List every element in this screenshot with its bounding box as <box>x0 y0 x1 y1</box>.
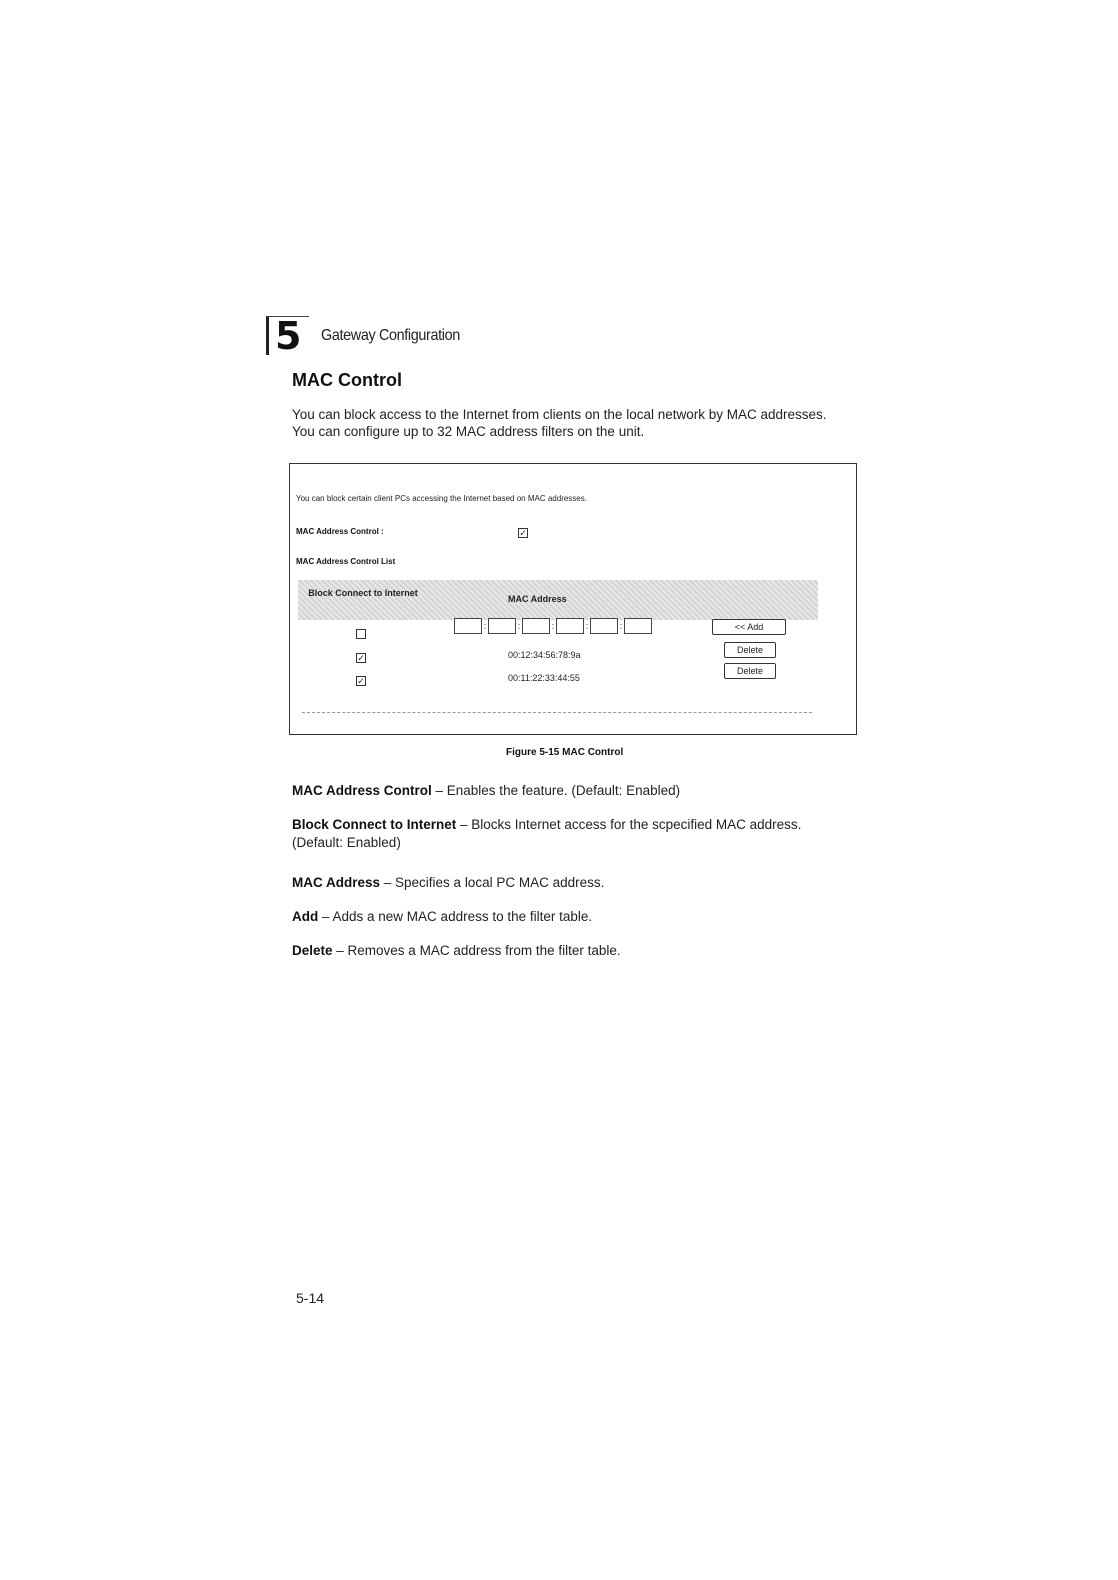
row-mac-address: 00:12:34:56:78:9a <box>508 650 581 660</box>
figure-divider <box>302 712 812 713</box>
definition-term: Add <box>292 909 319 924</box>
definition-term: MAC Address <box>292 875 381 890</box>
page-number: 5-14 <box>296 1290 325 1306</box>
column-header-mac: MAC Address <box>508 594 567 604</box>
definition-text: – Enables the feature. (Default: Enabled) <box>431 783 681 798</box>
row-block-checkbox[interactable]: ✓ <box>357 676 365 686</box>
definition-term: MAC Address Control <box>292 783 432 798</box>
definition-term: Block Connect to Internet <box>292 817 457 832</box>
definition-item <box>292 782 822 800</box>
definition-item <box>292 816 822 852</box>
figure-screenshot <box>289 463 857 735</box>
mac-octet-input[interactable] <box>624 618 652 634</box>
mac-control-checkbox[interactable]: ✓ <box>519 528 527 538</box>
chapter-number: 5 <box>266 316 309 355</box>
definition-text: – Removes a MAC address from the filter table. <box>332 943 621 958</box>
definition-text: – Adds a new MAC address to the filter table. <box>318 909 593 924</box>
mac-control-label: MAC Address Control : <box>296 527 384 536</box>
add-button[interactable]: << Add <box>712 619 786 635</box>
mac-octet-input[interactable] <box>454 618 482 634</box>
definition-item <box>292 908 822 926</box>
figure-description: You can block certain client PCs accessing the Internet based on MAC addresses. <box>296 494 587 503</box>
delete-button[interactable]: Delete <box>724 663 776 679</box>
definition-text: – Blocks Internet access for the scpecified MAC address. (Default: Enabled) <box>292 817 802 850</box>
section-intro: You can block access to the Internet from clients on the local network by MAC addresses. You can configure up to 32 MAC address filters on the unit. <box>292 407 827 439</box>
mac-octet-input[interactable] <box>488 618 516 634</box>
section-title: MAC Control <box>292 370 402 390</box>
caption-number: Figure 5-15 <box>506 747 560 758</box>
figure-caption <box>506 747 623 758</box>
column-header-block: Block Connect to Internet <box>308 588 418 598</box>
mac-octet-input[interactable] <box>590 618 618 634</box>
control-list-label: MAC Address Control List <box>296 557 396 566</box>
mac-octet-input[interactable] <box>522 618 550 634</box>
row-block-checkbox[interactable]: ✓ <box>357 653 365 663</box>
table-header <box>298 580 818 620</box>
mac-address-input-group: : : : : : <box>454 618 652 634</box>
chapter-title: Gateway Configuration <box>321 326 460 344</box>
chapter-header <box>266 314 475 358</box>
definition-term: Delete <box>292 943 333 958</box>
row-mac-address: 00:11:22:33:44:55 <box>508 673 580 683</box>
mac-octet-input[interactable] <box>556 618 584 634</box>
definition-text: – Specifies a local PC MAC address. <box>380 875 605 890</box>
new-row-checkbox[interactable] <box>356 629 366 639</box>
definition-item <box>292 942 822 960</box>
caption-title: MAC Control <box>562 747 624 758</box>
delete-button[interactable]: Delete <box>724 642 776 658</box>
definition-item <box>292 874 822 892</box>
